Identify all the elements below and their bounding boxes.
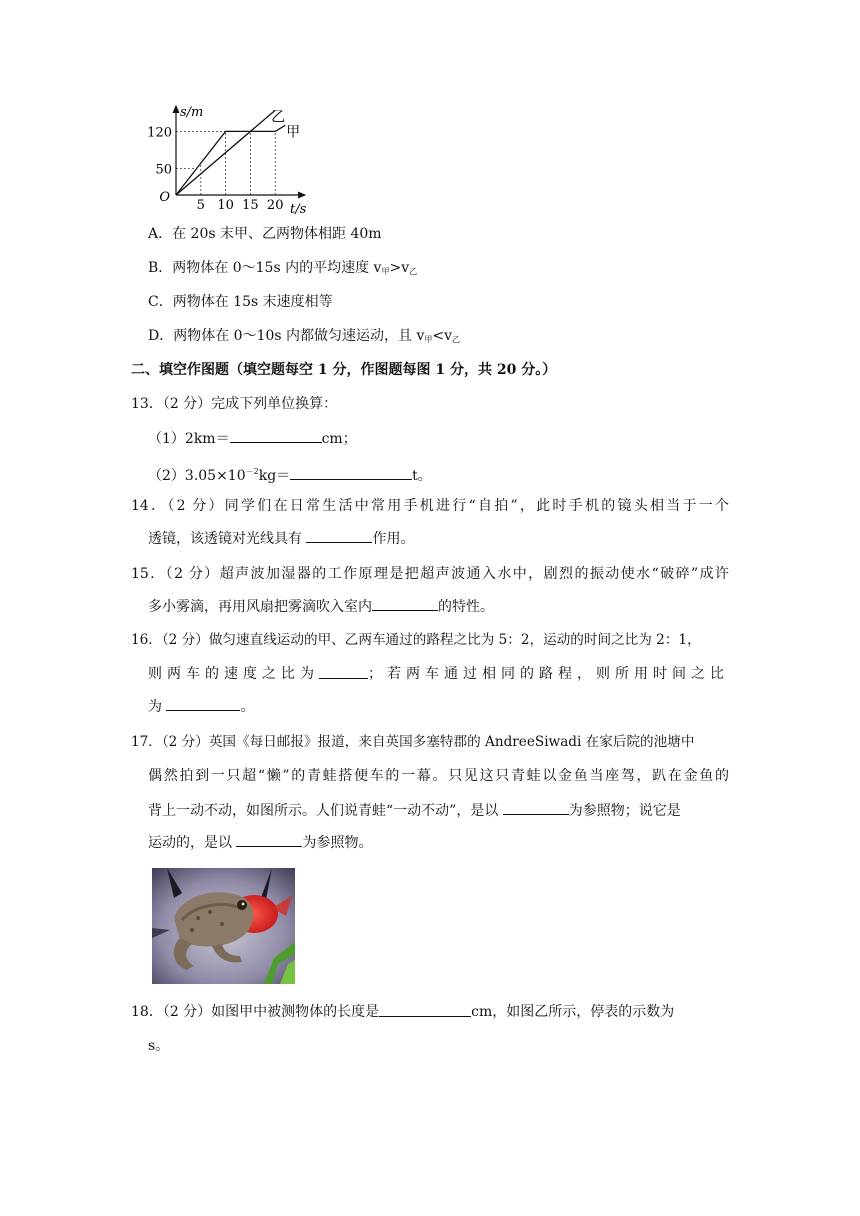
series-name-label: 甲	[286, 124, 301, 141]
answer-blank[interactable]	[166, 696, 240, 711]
answer-blank[interactable]	[379, 1002, 471, 1017]
y-tick-label: 120	[147, 125, 172, 141]
chart-guide-lines	[176, 131, 275, 195]
section-2-heading: 二、填空作图题（填空题每空 1 分，作图题每图 1 分，共 20 分。）	[131, 362, 557, 378]
q13-stem: 13．（2 分）完成下列单位换算：	[131, 396, 338, 412]
y-axis-label: s/m	[180, 105, 204, 120]
series-name-label: 乙	[271, 109, 286, 126]
option-d: D．两物体在 0～10s 内都做匀速运动，且 $v_甲<v_乙$	[148, 328, 461, 344]
x-tick-label: 10	[217, 198, 234, 213]
q14-line1: 14．（2 分）同学们在日常生活中常用手机进行“自拍”，此时手机的镜头相当于一个	[131, 498, 729, 514]
series-tail	[275, 125, 285, 131]
q17-line1: 17．（2 分）英国《每日邮报》报道，来自英国多塞特郡的 AndreeSiwadi 在家后院的池塘中	[131, 734, 695, 750]
origin-label: O	[159, 190, 170, 205]
q16-line2: 则两车的速度之比为 ；若两车通过相同的路程，则所用时间之比	[148, 666, 729, 682]
option-c: C．两物体在 15s 末速度相等	[148, 294, 333, 310]
x-tick-label: 15	[242, 198, 259, 213]
answer-blank[interactable]	[290, 465, 412, 480]
x-tick-label: 5	[196, 198, 205, 213]
q14-line2: 透镜，该透镜对光线具有 作用。	[148, 528, 414, 549]
q15-line2: 多小雾滴，再用风扇把雾滴吹入室内 的特性。	[148, 596, 494, 617]
answer-blank[interactable]	[372, 596, 438, 611]
q17-line4: 运动的，是以 为参照物。	[148, 832, 372, 853]
option-a: A．在 20s 末甲、乙两物体相距 40m	[148, 226, 382, 242]
q18-line2: s。	[148, 1038, 170, 1054]
chart-labels-group	[147, 105, 306, 217]
q16-line3: 为 。	[148, 696, 254, 717]
frog-on-goldfish-photo	[152, 868, 295, 984]
y-tick-label: 50	[155, 162, 172, 178]
q18-line1: 18．（2 分）如图甲中被测物体的长度是 cm，如图乙所示，停表的示数为	[131, 1004, 675, 1020]
answer-blank[interactable]	[230, 428, 322, 443]
x-tick-label: 20	[266, 198, 284, 213]
answer-blank[interactable]	[306, 528, 372, 543]
answer-blank[interactable]	[236, 832, 302, 847]
answer-blank[interactable]	[503, 800, 569, 815]
q17-line3: 背上一动不动，如图所示。人们说青蛙“一动不动”，是以 为参照物；说它是	[148, 800, 681, 821]
q13-part1: （1）2km＝ cm；	[148, 428, 357, 449]
answer-blank[interactable]	[319, 664, 368, 679]
q16-line1: 16．（2 分）做匀速直线运动的甲、乙两车通过的路程之比为 5：2，运动的时间之比为 2：1，	[131, 632, 701, 648]
q13-part2: $(2)3.05\times 10^{-2}kg= t$。	[148, 467, 432, 484]
option-b: B．两物体在 0～15s 内的平均速度 $v_甲>v_乙$	[148, 260, 418, 276]
q17-line2: 偶然拍到一只超“懒”的青蛙搭便车的一幕。只见这只青蛙以金鱼当座驾，趴在金鱼的	[148, 768, 729, 784]
x-axis-label: t/s	[290, 202, 307, 217]
q15-line1: 15．（2 分）超声波加湿器的工作原理是把超声波通入水中，剧烈的振动使水“破碎”成许	[131, 566, 729, 582]
chart-series-group	[176, 110, 285, 195]
s-t-graph	[147, 98, 320, 220]
